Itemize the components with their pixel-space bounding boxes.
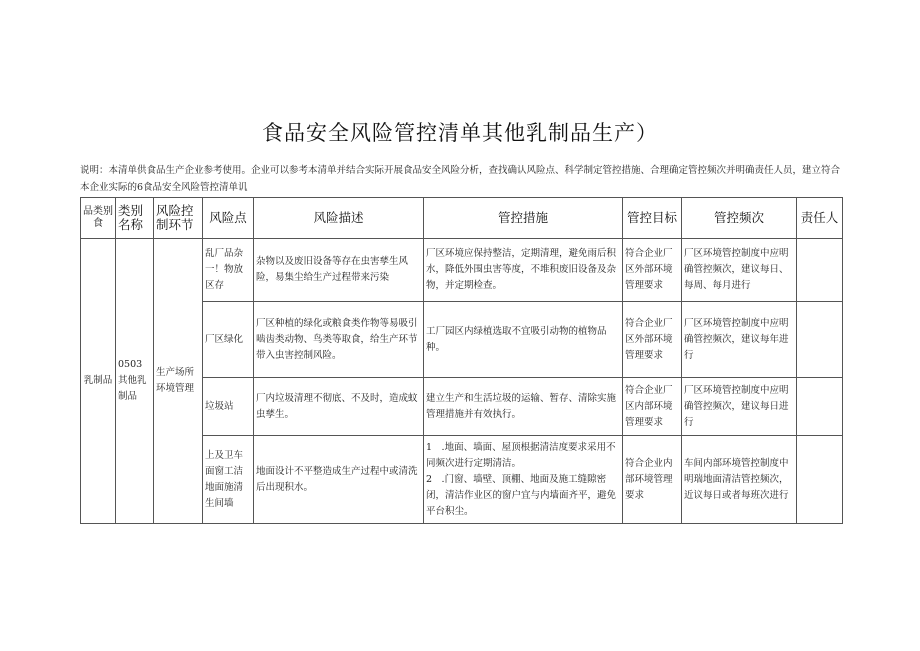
table-row <box>81 239 843 302</box>
header-control-goal: 管控目标 <box>623 198 682 239</box>
control-measure-cell: 1 .地面、墙面、屋顶根据清洁度要求采用不同频次进行定期清洁。 2 .门窗、墙壁、顶棚、地面及施工缝隙密闭，清洁作业区的窗户宜与内墙面齐平，避免平台积尘。 <box>424 436 623 524</box>
control-goal-cell: 符合企业厂区内部环境管理要求 <box>623 378 682 436</box>
header-control-link: 风险控制环节 <box>154 198 203 239</box>
risk-desc-cell: 杂物以及废旧设备等存在虫害孳生风险，易集尘给生产过程带来污染 <box>254 239 424 302</box>
responsible-cell <box>797 378 843 436</box>
risk-point-cell: 厂区绿化 <box>203 302 254 378</box>
responsible-cell <box>797 239 843 302</box>
control-freq-cell: 车间内部环境管控制度中明瑞地面清洁管控频次，近议每日或者每班次进行 <box>682 436 797 524</box>
control-freq-cell: 厂区环境管控制度中应明确管控频次，建议每日进行 <box>682 378 797 436</box>
category-name-cell: 0503其他乳制品 <box>116 239 154 524</box>
control-freq-cell: 厂区环境管控制度中应明确管控频次，建议每年进行 <box>682 302 797 378</box>
header-risk-desc: 风险描述 <box>254 198 424 239</box>
control-goal-cell: 符合企业厂区外部环境管理要求 <box>623 302 682 378</box>
page-title: 食品安全风险管控清单其他乳制品生产） <box>262 121 658 145</box>
control-measure-cell: 工厂园区内绿植选取不宜吸引动物的植物品种。 <box>424 302 623 378</box>
header-food-category: 品类别食 <box>81 198 116 239</box>
risk-point-cell: 垃圾站 <box>203 378 254 436</box>
food-category-cell: 乳制品 <box>81 239 116 524</box>
control-measure-cell: 厂区环境应保持整洁，定期清理，避免雨后积水，降低外围虫害等度，不堆积废旧设备及杂物，并定期检查。 <box>424 239 623 302</box>
control-freq-cell: 厂区环境管控制度中应明确管控频次，建议每日、每周、每月进行 <box>682 239 797 302</box>
risk-point-cell: 乱厂品杂一！物放区存 <box>203 239 254 302</box>
control-link-cell: 生产场所环境管理 <box>154 239 203 524</box>
control-measure-cell: 建立生产和生活垃圾的运输、暂存、清除实施管理措施并有效执行。 <box>424 378 623 436</box>
risk-point-cell: 上及卫车面窗工洁地面施清生间墙 <box>203 436 254 524</box>
responsible-cell <box>797 302 843 378</box>
control-goal-cell: 符合企业厂区外部环境管理要求 <box>623 239 682 302</box>
control-goal-cell: 符合企业内部环境管理要求 <box>623 436 682 524</box>
risk-desc-cell: 厂区种植的绿化或粮食类作物等易吸引啮齿类动物、鸟类等取食，给生产环节带入虫害控制风险。 <box>254 302 424 378</box>
header-row <box>81 198 843 239</box>
header-responsible: 责任人 <box>797 198 843 239</box>
explanation-note: 说明：本清单供食品生产企业参考使用。企业可以参考本清单并结合实际开展食品安全风险分析，查找确认风险点、科学制定管控措施、合理确定管控频次并明确责任人员，建立符合本企业实际的6食品安全风险管控清单讥 <box>80 165 841 193</box>
header-risk-point: 风险点 <box>203 198 254 239</box>
header-control-measure: 管控措施 <box>424 198 623 239</box>
header-category-name: 类别名称 <box>116 198 154 239</box>
risk-desc-cell: 厂内垃圾清理不彻底、不及时，造成蚊虫孳生。 <box>254 378 424 436</box>
risk-control-table <box>80 197 843 524</box>
risk-desc-cell: 地面设计不平整造成生产过程中或清洗后出现积水。 <box>254 436 424 524</box>
header-control-freq: 管控频次 <box>682 198 797 239</box>
responsible-cell <box>797 436 843 524</box>
